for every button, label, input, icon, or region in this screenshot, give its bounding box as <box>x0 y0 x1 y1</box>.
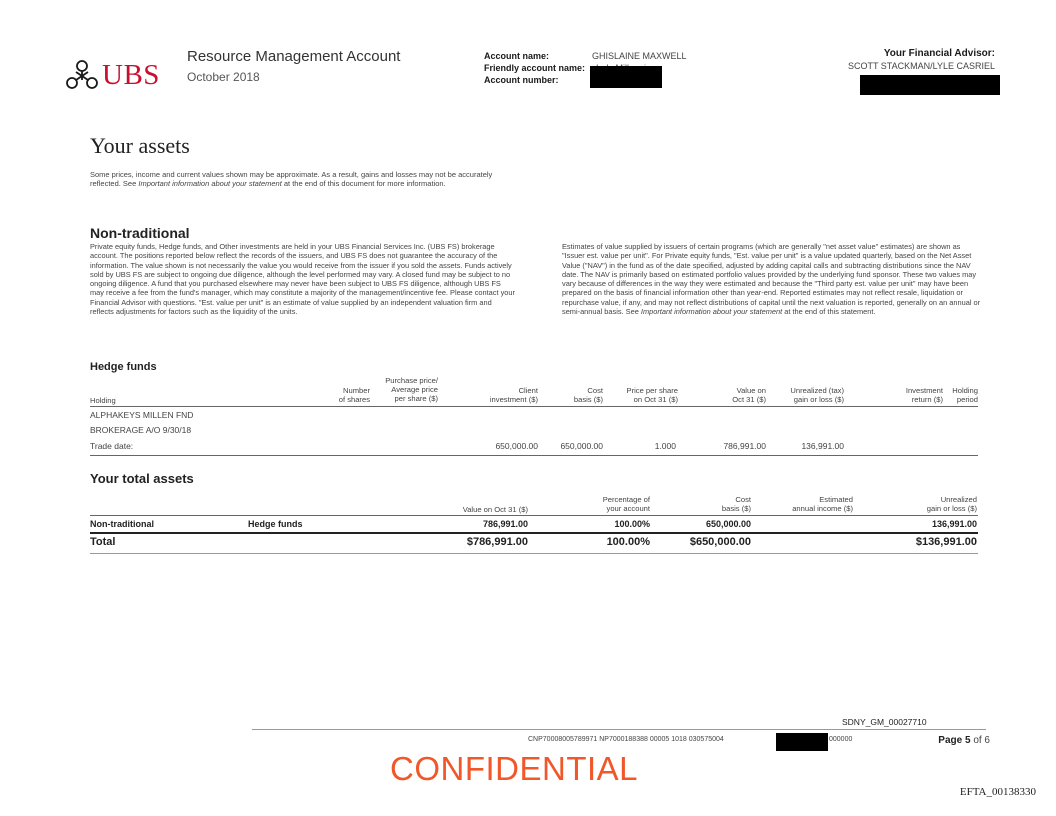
report-date: October 2018 <box>187 70 260 84</box>
tot-row-value: 786,991.00 <box>482 519 528 529</box>
col-unrealized: Unrealized (tax) gain or loss ($) <box>790 386 844 404</box>
non-traditional-heading: Non-traditional <box>90 225 190 241</box>
tot-col-value: Value on Oct 31 ($) <box>462 505 528 514</box>
total-value: $786,991.00 <box>466 536 528 548</box>
col-investment-return: Investment return ($) <box>905 386 943 404</box>
tot-row-percentage: 100.00% <box>614 519 650 529</box>
advisor-label: Your Financial Advisor: <box>883 48 995 59</box>
col-price-per-share: Price per share on Oct 31 ($) <box>626 386 678 404</box>
price-per-share-value: 1.000 <box>654 441 676 451</box>
three-keys-icon <box>64 58 100 92</box>
footer-rule <box>252 729 986 730</box>
account-number-redaction <box>590 66 662 88</box>
table-header-rule <box>90 406 978 407</box>
total-rule <box>90 532 978 534</box>
confidential-stamp: CONFIDENTIAL <box>390 750 639 787</box>
report-title: Resource Management Account <box>187 48 401 65</box>
tot-row-category: Non-traditional <box>90 519 154 529</box>
trade-date-label: Trade date: <box>90 441 134 451</box>
non-traditional-para-right: Estimates of value supplied by issuers of certain programs (which are generally "net asset value" estimates) are shown as "Issuer est. value per unit". For Private equity funds, "Est. value per unit" is a value updated quarterly, based on the Net Asset Value ("NAV") in the fund as of the date specified, adjusted by adding capital calls and subtracting distributions since the NAV date. The NAV is primarily based on estimated portfolio values provided by the underlying fund sponsor. These two values may vary because of differences in the way they were estimated and because the "Third party est. value per unit" may have been prepared on the basis of financial information other than year-end. Reported estimates may not reflect resale, liquidation or repurchase value, if any, and may not reflect distributions of capital until the next valuation is reported, generally on an annual or semi-annual basis. See Important information about your statement at the end of this statement. <box>562 242 981 317</box>
totals-header-rule <box>90 515 978 516</box>
col-value: Value on Oct 31 ($) <box>732 386 766 404</box>
col-holding: Holding <box>90 396 116 405</box>
tot-col-percentage: Percentage of your account <box>602 495 650 513</box>
tot-row-unrealized: 136,991.00 <box>931 519 977 529</box>
cost-basis-value: 650,000.00 <box>560 441 603 451</box>
col-holding-period: Holding period <box>952 386 978 404</box>
total-label: Total <box>90 536 116 548</box>
cnp-code: CNP70008005789971 NP7000188388 00005 1018 030575004 <box>528 736 724 743</box>
efta-number: EFTA_00138330 <box>959 786 1036 798</box>
holding-name-line2: BROKERAGE A/O 9/30/18 <box>90 425 192 435</box>
tot-col-cost: Cost basis ($) <box>721 495 751 513</box>
ubs-logo <box>64 58 164 94</box>
col-shares: Number of shares <box>338 386 370 404</box>
brand-wordmark: UBS <box>102 59 160 91</box>
holding-name-line1: ALPHAKEYS MILLEN FND <box>90 410 194 420</box>
account-name-label: Account name: <box>484 51 550 61</box>
total-percentage: 100.00% <box>606 536 650 548</box>
value-on-oct31: 786,991.00 <box>723 441 766 451</box>
non-traditional-para-left: Private equity funds, Hedge funds, and Other investments are held in your UBS Financial Services Inc. (UBS FS) brokerage account. The positions reported below reflect the records of the issuers, and UBS FS does not guarantee the accuracy of the information. The value shown is not necessarily the value you would receive from the issuer if you sold the assets. Funds actively sold by UBS FS are subject to ongoing due diligence, although the level performed may vary. A closed fund may be subject to no ongoing diligence. A fund that you purchased elsewhere may never have been subject to UBS FS diligence, although UBS FS may receive a fee from the fund's manager, which may constitute a majority of the management/incentive fee. Please contact your Financial Advisor with questions. "Est. value per unit" is an estimate of value supplied by an independent valuation firm and reflects adjustments for factors such as the liquidity of the units. <box>90 242 515 317</box>
total-bottom-rule <box>90 553 978 554</box>
tot-row-subcategory: Hedge funds <box>248 519 303 529</box>
col-client-investment: Client investment ($) <box>489 386 538 404</box>
advisor-value: SCOTT STACKMAN/LYLE CASRIEL <box>847 61 995 71</box>
table-bottom-rule <box>90 455 978 456</box>
tot-col-income: Estimated annual income ($) <box>792 495 853 513</box>
cnp-code-tail: 000000 <box>829 736 853 743</box>
advisor-redaction <box>860 75 1000 95</box>
total-unrealized: $136,991.00 <box>915 536 977 548</box>
page-number: Page 5 of 6 <box>938 735 990 746</box>
tot-row-cost: 650,000.00 <box>705 519 751 529</box>
your-assets-heading: Your assets <box>90 133 190 158</box>
assets-intro: Some prices, income and current values shown may be approximate. As a result, gains and losses may not be accurately reflected. See Important information about your statement at the end of this document for more information. <box>90 170 493 188</box>
unrealized-gain-value: 136,991.00 <box>801 441 844 451</box>
cnp-redaction <box>776 733 828 751</box>
account-name-value: GHISLAINE MAXWELL <box>592 51 687 61</box>
bates-stamp: SDNY_GM_00027710 <box>842 717 927 727</box>
total-assets-heading: Your total assets <box>90 471 194 486</box>
tot-col-unrealized: Unrealized gain or loss ($) <box>926 495 977 513</box>
account-number-label: Account number: <box>484 75 559 85</box>
hedge-funds-heading: Hedge funds <box>90 361 157 373</box>
col-cost-basis: Cost basis ($) <box>573 386 603 404</box>
col-avg-price: Purchase price/ Average price per share ($) <box>385 376 438 403</box>
client-investment-value: 650,000.00 <box>495 441 538 451</box>
total-cost: $650,000.00 <box>689 536 751 548</box>
friendly-name-label: Friendly account name: <box>484 63 586 73</box>
